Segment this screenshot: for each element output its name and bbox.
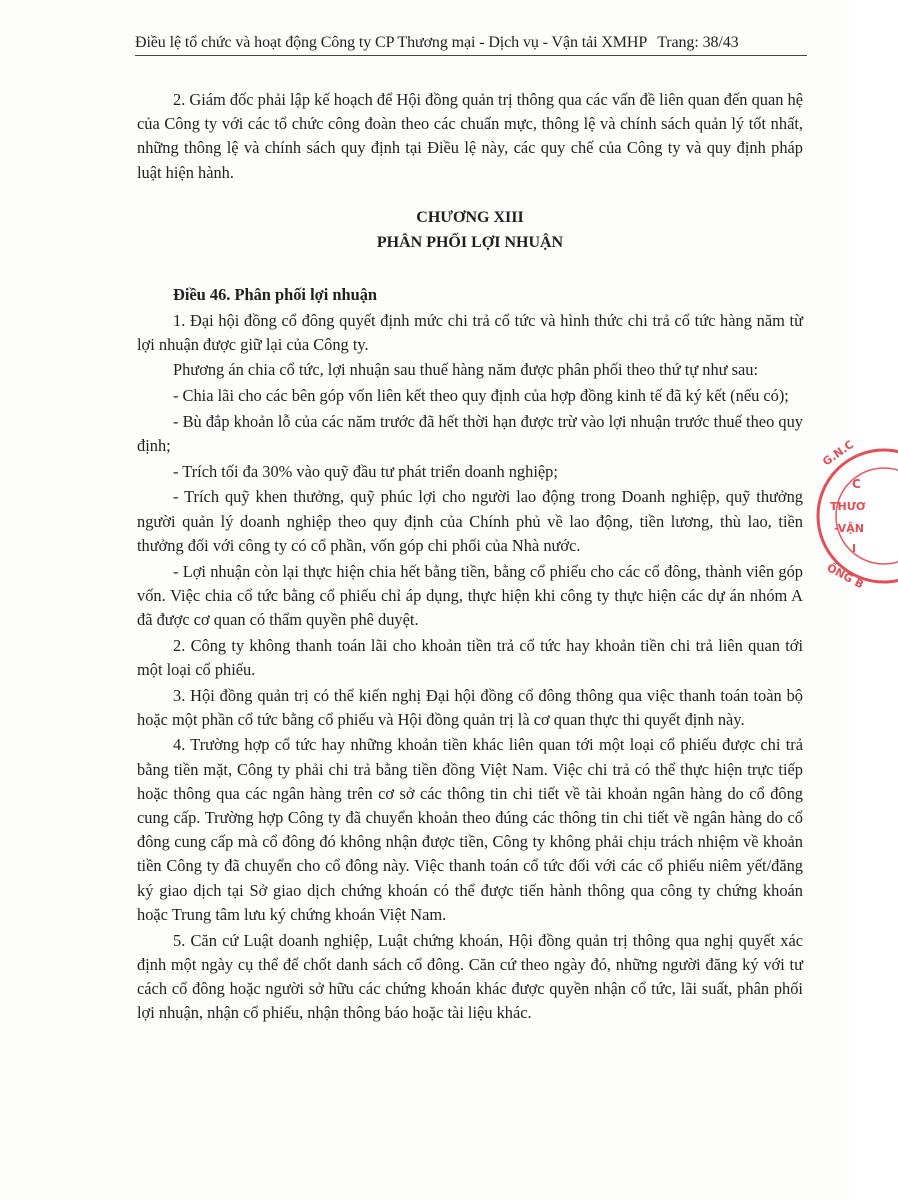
stamp-text: THƯƠ (830, 500, 866, 513)
stamp-text: C (852, 477, 861, 491)
header-title: Điều lệ tổ chức và hoạt động Công ty CP Thương mại - Dịch vụ - Vận tải XMHP (135, 34, 648, 51)
stamp-text: ỐNG B (824, 561, 866, 592)
paragraph: 3. Hội đồng quản trị có thể kiến nghị Đại hội đồng cổ đông thông qua việc thanh toán toàn bộ hoặc một phần cổ tức bằng cổ phiếu và Hội đồng quản trị là cơ quan thực thi quyết định này. (137, 685, 803, 729)
page-header (135, 34, 807, 56)
paragraph: 2. Giám đốc phải lập kế hoạch để Hội đồng quản trị thông qua các vấn đề liên quan đến quan hệ của Công ty với các tổ chức công đoàn theo các chuẩn mực, thông lệ và chính sách quản lý tốt nhất, những thông lệ và chính sách quy định tại Điều lệ này, các quy chế của Công ty và quy định pháp luật hiện hành. (137, 90, 803, 182)
article-title: Điều 46. Phân phối lợi nhuận (173, 284, 378, 304)
paragraph: 5. Căn cứ Luật doanh nghiệp, Luật chứng khoán, Hội đồng quản trị thông qua nghị quyết xác định một ngày cụ thể để chốt danh sách cổ đông. Căn cứ theo ngày đó, những người đăng ký với tư cách cổ đông hoặc người sở hữu các chứng khoán khác được quyền nhận cổ tức, lãi suất, phân phối lợi nhuận, nhận cổ phiếu, nhận thông báo hoặc tài liệu khác. (137, 930, 803, 1023)
paragraph: 1. Đại hội đồng cổ đông quyết định mức chi trả cổ tức và hình thức chi trả cổ tức hàng năm từ lợi nhuận được giữ lại của Công ty. (137, 310, 803, 354)
company-seal-stamp (812, 437, 898, 592)
paragraph: 4. Trường hợp cổ tức hay những khoản tiền khác liên quan tới một loại cổ phiếu được chi trả bằng tiền mặt, Công ty phải chi trả bằng tiền đồng Việt Nam. Việc chi trả có thể thực hiện trực tiếp hoặc thông qua các ngân hàng trên cơ sở các thông tin chi tiết về tài khoản ngân hàng do cổ đông cung cấp. Trường hợp Công ty đã chuyển khoản theo đúng các thông tin chi tiết về ngân hàng do cổ đông cung cấp mà cổ đông đó không nhận được tiền, Công ty không phải chịu trách nhiệm về khoản tiền Công ty đã chuyển cho cổ đông này. Việc thanh toán cổ tức đối với các cổ phiếu niêm yết/đăng ký giao dịch tại Sở giao dịch chứng khoán có thể được tiến hành thông qua công ty chứng khoán hoặc Trung tâm lưu ký chứng khoán Việt Nam. (137, 735, 803, 924)
page-number: Trang: 38/43 (657, 34, 739, 51)
stamp-inner-ring (836, 468, 898, 564)
chapter-heading (137, 205, 803, 255)
stamp-text: G.N.C (820, 437, 857, 469)
paragraph: Phương án chia cổ tức, lợi nhuận sau thuế hàng năm được phân phối theo thứ tự như sau: (173, 360, 759, 380)
paragraph: 2. Công ty không thanh toán lãi cho khoản tiền trả cổ tức hay khoản tiền chi trả liên quan tới một loại cổ phiếu. (137, 635, 803, 679)
paragraph: - Lợi nhuận còn lại thực hiện chia hết bằng tiền, bằng cổ phiếu cho các cổ đông, thành viên góp vốn. Việc chia cổ tức bằng cổ phiếu chỉ áp dụng, thực hiện khi công ty thực hiện các dự án nhóm A đã được cơ quan có thẩm quyền phê duyệt. (137, 561, 803, 629)
chapter-title: PHÂN PHỐI LỢI NHUẬN (376, 233, 564, 251)
document-body (137, 88, 803, 1027)
paragraph: - Chia lãi cho các bên góp vốn liên kết theo quy định của hợp đồng kinh tế đã ký kết (nếu có); (173, 386, 789, 406)
stamp-text: -VẬN (834, 522, 864, 535)
paragraph: - Bù đắp khoản lỗ của các năm trước đã hết thời hạn được trừ vào lợi nhuận trước thuế theo quy định; (137, 411, 803, 456)
chapter-number: CHƯƠNG XIII (416, 208, 524, 226)
paragraph: - Trích tối đa 30% vào quỹ đầu tư phát triển doanh nghiệp; (173, 461, 558, 481)
paragraph: - Trích quỹ khen thưởng, quỹ phúc lợi cho người lao động trong Doanh nghiệp, quỹ thưởng người quản lý doanh nghiệp theo quy định của Chính phủ về lao động, tiền lương, thù lao, tiền thưởng đối với công ty có cổ phần, vốn góp chi phối của Nhà nước. (137, 487, 803, 555)
stamp-text: I (852, 542, 857, 555)
